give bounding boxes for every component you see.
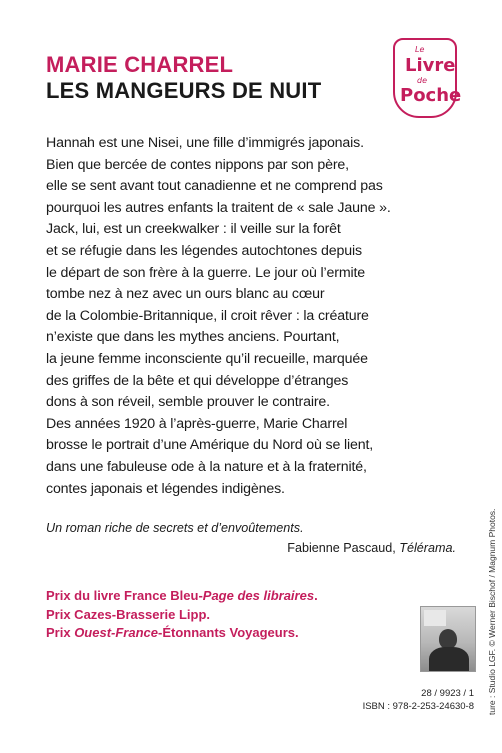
quote-attribution — [46, 539, 456, 557]
isbn: ISBN : 978-2-253-24630-8 — [362, 701, 474, 712]
synopsis-line: dons à son réveil, semble prouver le contraire. — [46, 394, 330, 411]
prize-text: . — [314, 588, 318, 603]
synopsis-line: de la Colombie-Britannique, il croit rêver : la créature — [46, 307, 369, 324]
press-quote — [46, 519, 456, 557]
photo-person-body — [429, 647, 469, 672]
synopsis-line: des griffes de la bête et qui développe d’étranges — [46, 372, 349, 389]
logo-text-de: de — [417, 76, 427, 85]
prize-item: Prix Cazes-Brasserie Lipp. — [46, 606, 211, 622]
prize-text: Prix — [46, 625, 75, 640]
photo-credit-text: ture : Studio LGF. © Werner Bischof / Magnum Photos. — [487, 508, 497, 715]
logo-text-poche: Poche — [400, 85, 462, 106]
synopsis-line: brosse le portrait d’une Amérique du Nord où se lient, — [46, 437, 374, 454]
quote-text: Un roman riche de secrets et d’envoûtements. — [46, 521, 304, 535]
author-name: MARIE CHARREL — [46, 52, 234, 77]
photo-credit — [485, 460, 499, 715]
prizes-list — [46, 587, 318, 643]
logo-text-le: Le — [415, 45, 425, 54]
synopsis-line: Hannah est une Nisei, une fille d’immigrés japonais. — [46, 135, 364, 151]
photo-person-head — [439, 629, 457, 649]
synopsis-line: Jack, lui, est un creekwalker : il veille sur la forêt — [46, 221, 341, 238]
quote-source: Télérama. — [399, 541, 456, 555]
synopsis — [46, 133, 476, 500]
book-title: LES MANGEURS DE NUIT — [46, 78, 322, 103]
synopsis-line: tombe nez à nez avec un ours blanc au cœur — [46, 286, 325, 303]
synopsis-line: elle se sent avant tout canadienne et ne comprend pas — [46, 178, 383, 195]
catalog-code: 28 / 9923 / 1 — [421, 688, 474, 699]
synopsis-line: n’existe que dans les mythes anciens. Pourtant, — [46, 329, 340, 346]
prize-text: -Étonnants Voyageurs. — [158, 625, 299, 640]
synopsis-line: la jeune femme inconsciente qu’il recueille, marquée — [46, 350, 368, 367]
quote-author: Fabienne Pascaud, — [287, 541, 400, 555]
synopsis-line: dans une fabuleuse ode à la nature et à la fraternité, — [46, 458, 367, 475]
prize-text-italic: Ouest-France — [74, 625, 158, 640]
author-photo — [420, 606, 476, 672]
prize-item — [46, 587, 318, 606]
prize-text-italic: Page des libraires — [202, 588, 315, 603]
synopsis-line: le départ de son frère à la guerre. Le jour où l’ermite — [46, 264, 366, 281]
photo-background-window — [424, 610, 446, 626]
publisher-logo — [393, 38, 462, 118]
prize-item — [46, 624, 318, 643]
synopsis-line: pourquoi les autres enfants la traitent de « sale Jaune ». — [46, 199, 391, 216]
prize-text: Prix du livre France Bleu- — [46, 588, 203, 603]
synopsis-line: Des années 1920 à l’après-guerre, Marie Charrel — [46, 415, 348, 432]
logo-text-livre: Livre — [405, 55, 456, 76]
synopsis-line: et se réfugie dans les légendes autochtones depuis — [46, 242, 362, 259]
synopsis-line: contes japonais et légendes indigènes. — [46, 480, 285, 497]
synopsis-line: Bien que bercée de contes nippons par son père, — [46, 156, 349, 173]
